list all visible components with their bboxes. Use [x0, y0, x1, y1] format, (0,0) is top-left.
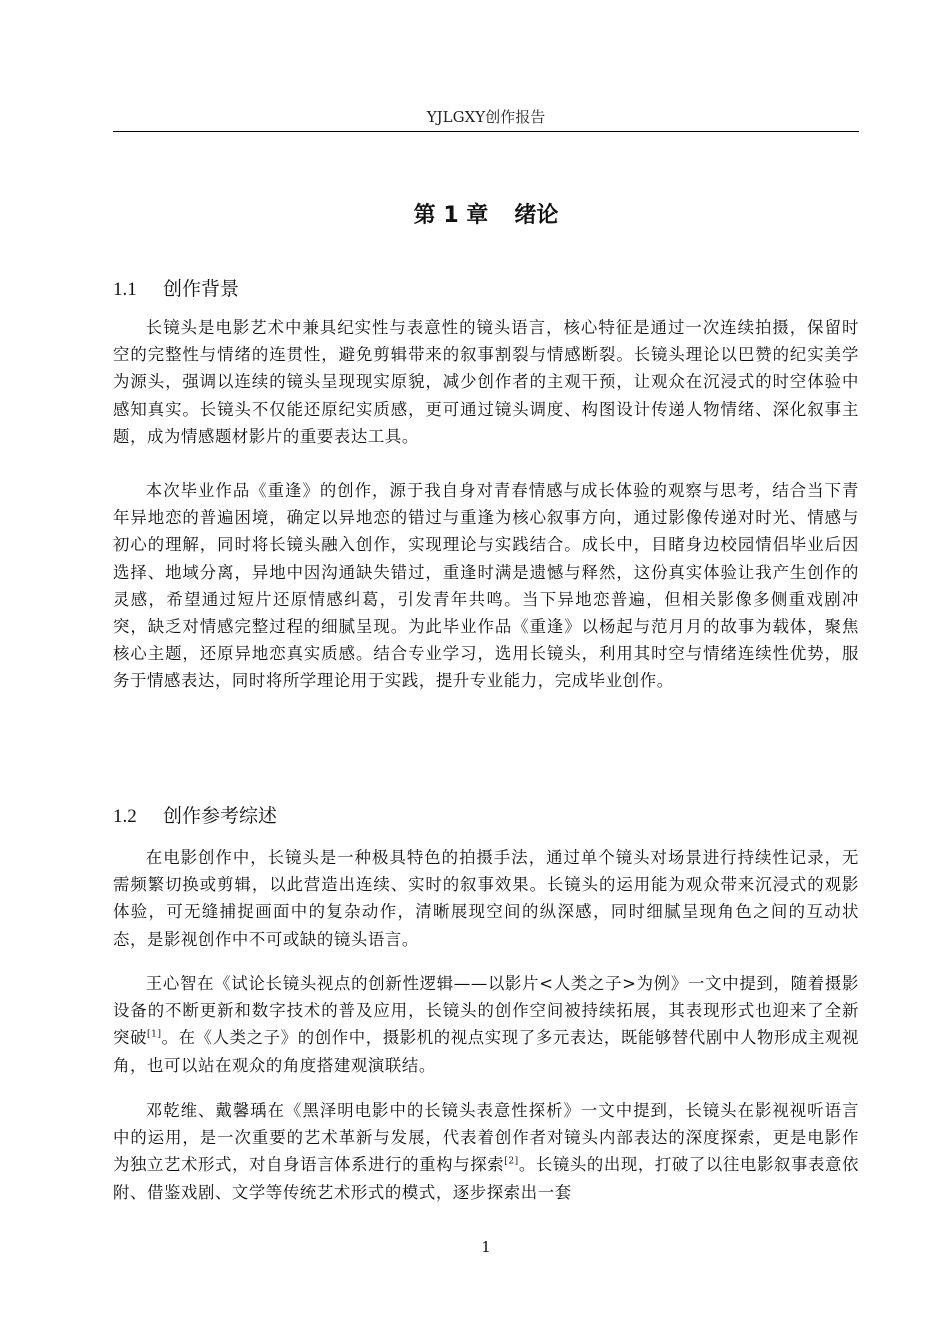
- paragraph-text: 。长镜头的出现，打破了以往电影叙事表意依附、借鉴戏剧、文学等传统艺术形式的模式，逐步探索出一套: [113, 1155, 859, 1202]
- paragraph-text: 。在《人类之子》的创作中，摄影机的视点实现了多元表达，既能够替代剧中人物形成主观视角，也可以站在观众的角度搭建观演联结。: [113, 1028, 859, 1075]
- chapter-number: 第 1 章: [413, 203, 489, 228]
- paragraph: 在电影创作中，长镜头是一种极具特色的拍摄手法，通过单个镜头对场景进行持续性记录，无需频繁切换或剪辑，以此营造出连续、实时的叙事效果。长镜头的运用能为观众带来沉浸式的观影体验，可无缝捕捉画面中的复杂动作，清晰展现空间的纵深感，同时细腻呈现角色之间的互动状态，是影视创作中不可或缺的镜头语言。: [113, 848, 859, 949]
- citation-marker[interactable]: [1]: [147, 1029, 162, 1040]
- paragraph-text: 王心智在《试论长镜头视点的创新性逻辑——以影片<人类之子>为例》一文中提到，随着摄影设备的不断更新和数字技术的普及应用，长镜头的创作空间被持续拓展，其表现形式也迎来了全新突破: [113, 974, 859, 1048]
- paragraph-text: 邓乾维、戴馨瑀在《黑泽明电影中的长镜头表意性探析》一文中提到，长镜头在影视视听语言中的运用，是一次重要的艺术革新与发展，代表着创作者对镜头内部表达的深度探索，更是电影作为独立艺术形式，对自身语言体系进行的重构与探索: [113, 1101, 859, 1175]
- section-heading-1-1: [113, 274, 239, 301]
- section-number: 1.1: [113, 279, 137, 300]
- running-header: YJLGXY创作报告: [426, 108, 546, 126]
- chapter-heading: [113, 198, 859, 229]
- page-number: 1: [481, 1238, 491, 1256]
- section-number: 1.2: [113, 806, 137, 827]
- section-title: 创作参考综述: [163, 805, 278, 827]
- paragraph: [113, 1097, 859, 1206]
- chapter-title: 绪论: [514, 203, 559, 228]
- citation-marker[interactable]: [2]: [504, 1156, 519, 1167]
- paragraph: [113, 970, 859, 1079]
- header-rule: [113, 131, 859, 132]
- paragraph: 本次毕业作品《重逢》的创作，源于我自身对青春情感与成长体验的观察与思考，结合当下青年异地恋的普遍困境，确定以异地恋的错过与重逢为核心叙事方向，通过影像传递对时光、情感与初心的理解，同时将长镜头融入创作，实现理论与实践结合。成长中，目睹身边校园情侣毕业后因选择、地域分离，异地中因沟通缺失错过，重逢时满是遗憾与释然，这份真实体验让我产生创作的灵感，希望通过短片还原情感纠葛，引发青年共鸣。当下异地恋普遍，但相关影像多侧重戏剧冲突，缺乏对情感完整过程的细腻呈现。为此毕业作品《重逢》以杨起与范月月的故事为载体，聚焦核心主题，还原异地恋真实质感。结合专业学习，选用长镜头，利用其时空与情绪连续性优势，服务于情感表达，同时将所学理论用于实践，提升专业能力，完成毕业创作。: [113, 481, 859, 691]
- section-heading-1-2: [113, 801, 277, 828]
- paragraph: 长镜头是电影艺术中兼具纪实性与表意性的镜头语言，核心特征是通过一次连续拍摄，保留时空的完整性与情绪的连贯性，避免剪辑带来的叙事割裂与情感断裂。长镜头理论以巴赞的纪实美学为源头，强调以连续的镜头呈现现实原貌，减少创作者的主观干预，让观众在沉浸式的时空体验中感知真实。长镜头不仅能还原纪实质感，更可通过镜头调度、构图设计传递人物情绪、深化叙事主题，成为情感题材影片的重要表达工具。: [113, 318, 859, 446]
- section-title: 创作背景: [163, 278, 240, 300]
